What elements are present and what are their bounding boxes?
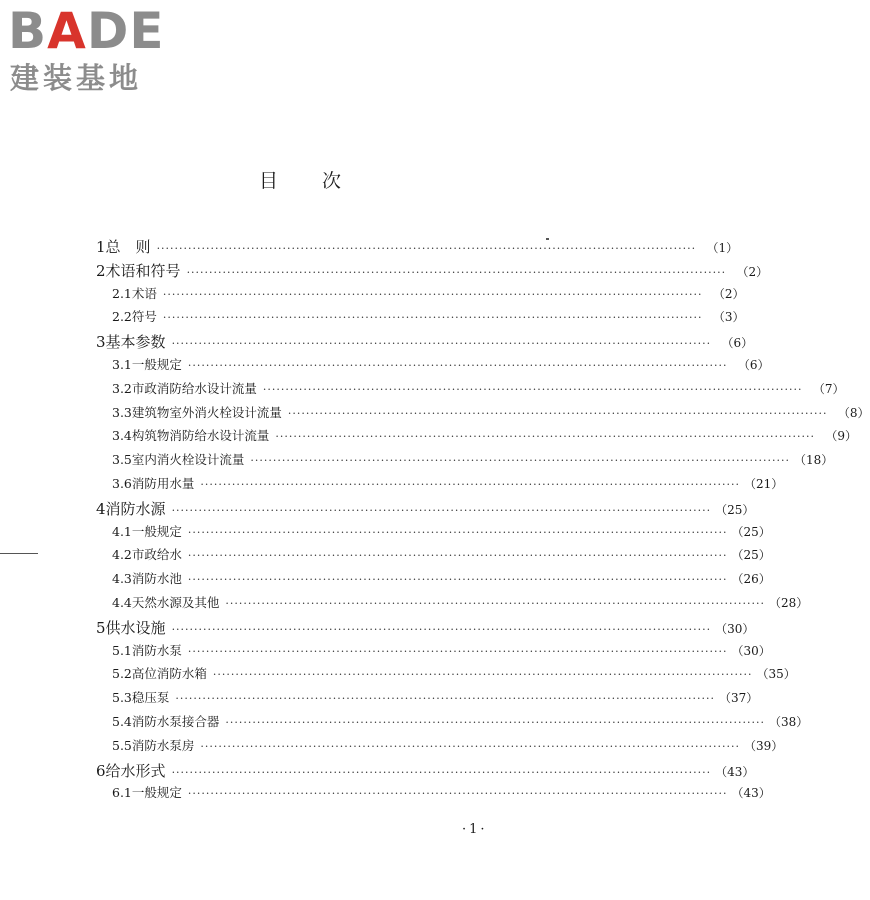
toc-section-row[interactable] — [96, 569, 771, 587]
toc-entry-page: （25） — [731, 548, 771, 563]
toc-entry-number: 4 — [96, 499, 106, 518]
toc-leader-dots: ························································································································ — [171, 765, 712, 779]
toc-section-row[interactable] — [96, 688, 759, 706]
toc-entry-label: 建筑物室外消火栓设计流量 — [131, 404, 282, 420]
toc-section-row[interactable] — [96, 712, 809, 730]
toc-section-row[interactable] — [96, 641, 771, 659]
toc-entry-label: 术语和符号 — [105, 261, 181, 280]
toc-entry-page: （6） — [721, 336, 754, 351]
toc-entry-number: 3.1 — [112, 357, 132, 372]
toc-entry-page: （6） — [737, 358, 770, 372]
toc-entry-label: 稳压泵 — [131, 690, 170, 706]
toc-entry-page: （1） — [706, 241, 739, 255]
toc-entry-page: （38） — [769, 715, 809, 729]
toc-entry-number: 2 — [96, 261, 106, 280]
toc-entry-label: 给水形式 — [105, 761, 166, 780]
toc-entry-number: 3.6 — [112, 476, 132, 491]
toc-leader-dots: ························································································································ — [262, 382, 803, 396]
toc-entry-label: 一般规定 — [131, 357, 182, 372]
toc-entry-label: 消防水池 — [131, 571, 182, 587]
toc-entry-label: 市政给水 — [131, 547, 182, 563]
toc-leader-dots: ························································································································ — [187, 787, 728, 801]
toc-leader-dots: ························································································································ — [225, 716, 765, 729]
toc-entry-label: 总 则 — [105, 238, 151, 256]
toc-entry-number: 4.3 — [112, 571, 132, 587]
toc-entry-number: 2.2 — [112, 309, 132, 325]
toc-chapter-row[interactable] — [96, 236, 739, 257]
toc-leader-dots: ························································································································ — [186, 265, 727, 279]
toc-section-row[interactable] — [96, 355, 770, 373]
toc-leader-dots: ························································································································ — [171, 622, 712, 636]
toc-entry-number: 3.3 — [112, 404, 132, 420]
toc-entry-label: 符号 — [131, 309, 157, 325]
toc-leader-dots: ························································································································ — [156, 242, 697, 255]
toc-section-row[interactable] — [96, 379, 845, 397]
toc-entry-number: 3 — [96, 333, 106, 352]
toc-entry-number: 5.5 — [112, 737, 132, 753]
toc-chapter-row[interactable] — [96, 260, 769, 281]
toc-entry-label: 消防水泵接合器 — [131, 714, 220, 729]
toc-entry-number: 5.2 — [112, 666, 132, 682]
toc-leader-dots: ························································································································ — [250, 454, 790, 468]
logo-wordmark: BADE — [8, 2, 165, 60]
toc-entry-page: （39） — [744, 738, 784, 753]
toc-entry-label: 构筑物消防给水设计流量 — [131, 428, 270, 444]
toc-entry-label: 术语 — [131, 285, 157, 301]
toc-leader-dots: ························································································································ — [275, 430, 815, 444]
toc-entry-label: 消防用水量 — [131, 476, 195, 491]
toc-entry-page: （9） — [825, 429, 857, 444]
toc-leader-dots: ························································································································ — [200, 739, 740, 753]
toc-chapter-row[interactable] — [96, 617, 755, 638]
toc-entry-page: （18） — [794, 453, 834, 468]
toc-entry-page: （2） — [736, 264, 769, 279]
toc-entry-number: 5.1 — [112, 642, 132, 658]
toc-leader-dots: ························································································································ — [200, 478, 740, 491]
toc-entry-number: 3.2 — [112, 380, 132, 396]
toc-leader-dots: ························································································································ — [162, 287, 703, 301]
toc-entry-label: 消防水泵 — [131, 642, 182, 658]
toc-leader-dots: ························································································································ — [212, 668, 753, 682]
toc-entry-page: （21） — [744, 477, 784, 491]
toc-entry-page: （30） — [731, 643, 771, 658]
toc-section-row[interactable] — [96, 736, 784, 754]
toc-leader-dots: ························································································································ — [187, 359, 728, 372]
toc-entry-page: （43） — [715, 764, 755, 779]
toc-entry-label: 室内消火栓设计流量 — [131, 452, 245, 468]
toc-entry-page: （8） — [837, 405, 870, 420]
margin-rule — [0, 553, 38, 554]
toc-section-row[interactable] — [96, 284, 745, 302]
toc-leader-dots: ························································································································ — [171, 503, 712, 517]
toc-leader-dots: ························································································································ — [187, 549, 728, 563]
toc-entry-number: 4.4 — [112, 595, 132, 610]
toc-section-row[interactable] — [96, 522, 771, 540]
toc-leader-dots: ························································································································ — [187, 525, 728, 539]
toc-entry-number: 5.3 — [112, 690, 132, 706]
toc-section-row[interactable] — [96, 450, 834, 468]
toc-leader-dots: ························································································································ — [175, 692, 715, 706]
toc-entry-page: （3） — [712, 310, 745, 325]
toc-entry-page: （43） — [731, 786, 771, 801]
toc-entry-page: （7） — [812, 381, 845, 396]
toc-entry-number: 5 — [96, 618, 106, 637]
toc-entry-number: 1 — [96, 238, 106, 256]
toc-section-row[interactable] — [96, 403, 870, 421]
toc-section-row[interactable] — [96, 474, 784, 492]
toc-chapter-row[interactable] — [96, 760, 755, 781]
toc-entry-page: （35） — [756, 667, 796, 682]
toc-leader-dots: ························································································································ — [287, 406, 828, 420]
toc-entry-page: （2） — [712, 286, 745, 301]
toc-entry-label: 高位消防水箱 — [131, 666, 207, 682]
toc-section-row[interactable] — [96, 593, 809, 611]
toc-entry-label: 供水设施 — [105, 618, 166, 637]
toc-entry-label: 消防水源 — [105, 499, 166, 518]
margin-mark — [546, 238, 549, 240]
toc-section-row[interactable] — [96, 426, 857, 444]
toc-leader-dots: ························································································································ — [162, 311, 703, 325]
toc-entry-label: 基本参数 — [105, 333, 166, 352]
toc-entry-number: 4.2 — [112, 547, 132, 563]
toc-entry-page: （30） — [715, 621, 755, 636]
toc-entry-number: 2.1 — [112, 285, 132, 301]
toc-entry-number: 6 — [96, 761, 106, 780]
bade-logo — [8, 4, 178, 96]
toc-entry-page: （26） — [731, 572, 771, 587]
toc-entry-number: 4.1 — [112, 523, 132, 539]
toc-leader-dots: ························································································································ — [187, 644, 728, 658]
toc-entry-number: 3.5 — [112, 452, 132, 468]
toc-entry-number: 3.4 — [112, 428, 132, 444]
page-number: ·1· — [462, 822, 488, 837]
toc-entry-number: 5.4 — [112, 714, 132, 729]
toc-section-row[interactable] — [96, 664, 796, 682]
toc-entry-page: （25） — [731, 524, 771, 539]
toc-entry-page: （28） — [769, 596, 809, 610]
toc-entry-page: （25） — [715, 502, 755, 517]
toc-entry-number: 6.1 — [112, 785, 132, 801]
toc-chapter-row[interactable] — [96, 498, 755, 519]
toc-section-row[interactable] — [96, 783, 771, 801]
toc-entry-label: 一般规定 — [131, 785, 182, 801]
toc-entry-label: 一般规定 — [131, 523, 182, 539]
toc-entry-label: 天然水源及其他 — [131, 595, 220, 610]
toc-entry-label: 市政消防给水设计流量 — [131, 380, 257, 396]
logo-subtitle: 建装基地 — [10, 61, 143, 95]
toc-leader-dots: ························································································································ — [187, 573, 728, 587]
toc-entry-label: 消防水泵房 — [131, 737, 195, 753]
page-title: 目次 — [258, 170, 385, 192]
toc-section-row[interactable] — [96, 307, 745, 325]
toc-leader-dots: ························································································································ — [171, 337, 712, 351]
toc-chapter-row[interactable] — [96, 331, 754, 352]
toc-entry-page: （37） — [719, 691, 759, 706]
toc-leader-dots: ························································································································ — [225, 597, 765, 610]
toc-section-row[interactable] — [96, 545, 771, 563]
